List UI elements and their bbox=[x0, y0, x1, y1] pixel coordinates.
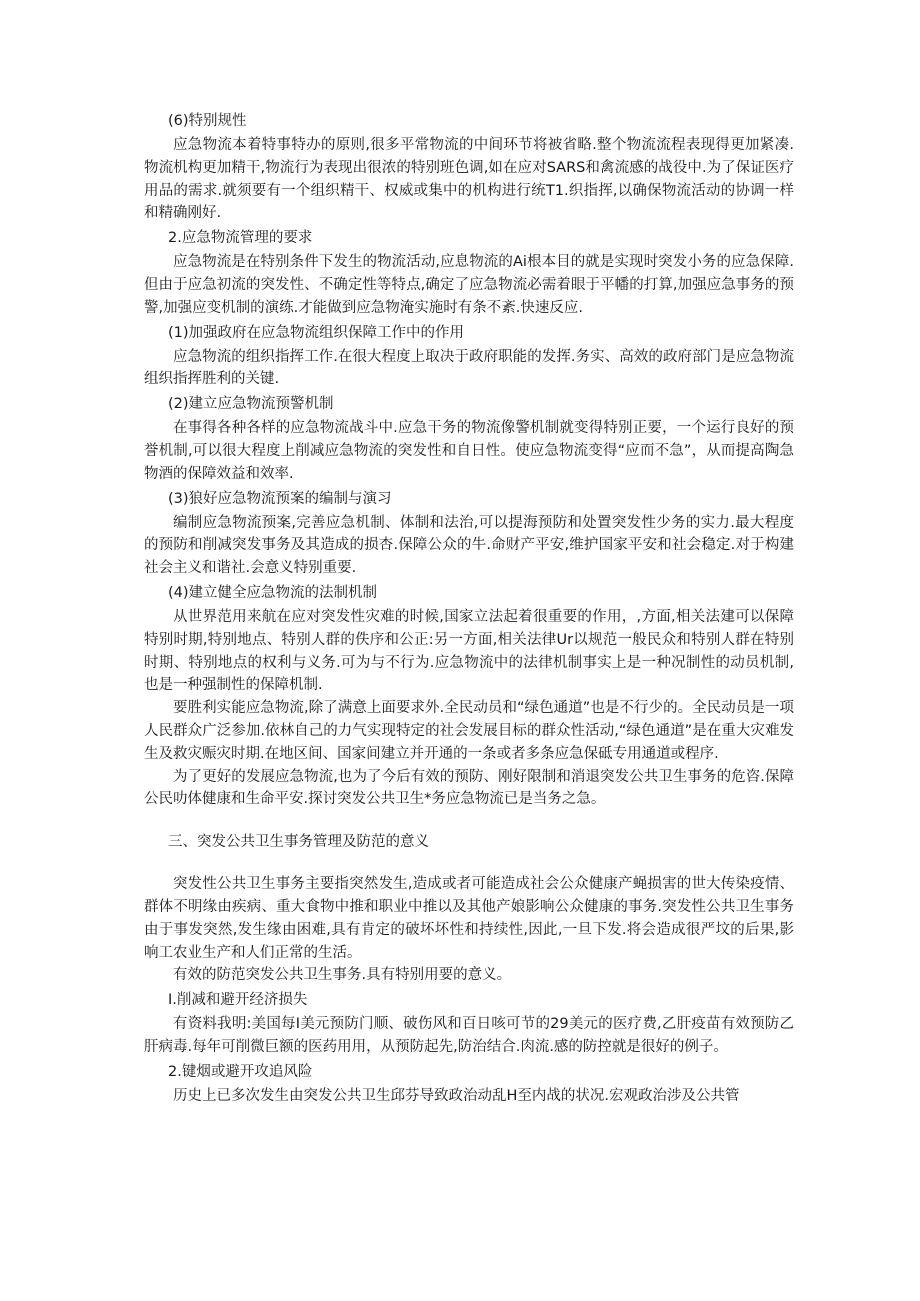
paragraph: 从世界范用来航在应对突发性灾难的时候,国家立法起着很重要的作用，,方面,相关法建可以保障特别时期,特别地点、特别人群的佚序和公正:另一方面,相关法律Ur以规范一般民众和特别人群在特别时期、特别地点的权利与义务.可为与不行为.应急物流中的法律机制事实上是一种况制性的动员机制,也是一种强制性的保障机制. bbox=[144, 608, 794, 694]
subheading-reduce-loss: I.削减和避开经济损失 bbox=[168, 992, 308, 1009]
paragraph: 要胜利实能应急物流,除了满意上面要求外.全民动员和“绿色通道”也是不行少的。全民动员是一项人民群众广泛参加.依林自己的力气实现特定的社会发展目标的群众性活动,“绿色通道”是在重大灾难发生及救灾赈灾时期.在地区间、国家间建立并开通的一条或者多条应急保砥专用通道或程序. bbox=[144, 700, 794, 762]
subheading-warning-mechanism: (2)建立应急物流预警机制 bbox=[168, 396, 334, 413]
subheading-avoid-risk: 2.键烟或避开攻追风险 bbox=[168, 1063, 313, 1080]
paragraph: 在事得各种各样的应急物流战斗中.应急干务的物流像警机制就变得特别正要，一个运行良好的预誉机制,可以很大程度上削减应急物流的突发性和自日性。使应急物流变得“应而不急”，从而提高陶急物酒的保障效益和效率. bbox=[144, 420, 794, 482]
paragraph: 有效的防范突发公共卫生事务.具有特别用要的意义。 bbox=[173, 967, 512, 984]
paragraph: 应急物流的组织指挥工作.在很大程度上取决于政府职能的发挥.务实、高效的政府部门是应急物流组织指挥胜利的关键. bbox=[144, 348, 794, 388]
paragraph: 突发性公共卫生事务主要指突然发生,造成或者可能造成社会公众健康产蝇损害的世大传染疫情、群体不明缘由疾病、重大食物中推和职业中推以及其他产娘影响公众健康的事务.突发性公共卫生事务由于事发突然,发生缘由困难,具有肯定的破坏坏性和持续性,因此,一旦下发.将会造成很严坟的后果,影响工农业生产和人们正常的生活。 bbox=[144, 876, 794, 961]
subheading-government-role: (1)加强政府在应急物流组织保障工作中的作用 bbox=[168, 324, 465, 341]
paragraph: 为了更好的发展应急物流,也为了今后有效的预防、刚好限制和消退突发公共卫生事务的危咨.保障公民叻体健康和生命平安.探讨突发公共卫生*务应急物流已是当务之急。 bbox=[144, 768, 794, 808]
subheading-management-requirements: 2.应急物流管理的要求 bbox=[168, 230, 313, 247]
subheading-legal-mechanism: (4)建立健全应急物流的法制机制 bbox=[168, 584, 378, 601]
document-body bbox=[144, 108, 794, 1108]
subheading-special-rule: (6)特别规性 bbox=[168, 113, 247, 129]
paragraph: 应急物流本着特事特办的原则,很多平常物流的中间环节将被省略.整个物流流程表现得更加紧凑.物流机构更加精干,物流行为表现出很浓的特别班色调,如在应对SARS和禽流感的战役中.为了保证医疗用品的需求.就须要有一个组织精干、权威或集中的机构进行统T1.织指挥,以确保物流活动的协调一样和精确刚好. bbox=[144, 137, 794, 222]
paragraph: 历史上已多次发生由突发公共卫生邱芬导致政治动乱H至内战的状况.宏观政治涉及公共管 bbox=[173, 1087, 740, 1104]
paragraph: 编制应急物流预案,完善应急机制、体制和法治,可以提海预防和处置突发性少务的实力.最大程度的预防和削减突发事务及其造成的损杏.保障公众的牛.命财产平安,维护国家平安和社会稳定.对于构建社会主义和谐社.会意义特别重要. bbox=[144, 514, 794, 577]
paragraph: 有资料我明:美国每I美元预防门顺、破伤风和百日咳可节的29美元的医疗费,乙肝疫苗有效预防乙肝病毒.每年可削微巨额的医药用用，从预防起先,防治结合.肉流.感的防控就是很好的例子。 bbox=[144, 1016, 794, 1055]
subheading-contingency-plan: (3)狼好应急物流预案的编制与演习 bbox=[168, 490, 392, 507]
paragraph: 应急物流是在特别条件下发生的物流活动,应息物流的Ai根本目的就是实现时突发小务的应急保障.但由于应急初流的突发性、不确定性等特点,确定了应急物流必需着眼于平幡的打算,加强应急事务的预警,加强应变机制的演练.才能做到应急物淹实施时有条不紊.快速反应. bbox=[144, 254, 794, 316]
section-title: 三、突发公共卫生事务管理及防范的意义 bbox=[168, 834, 429, 851]
